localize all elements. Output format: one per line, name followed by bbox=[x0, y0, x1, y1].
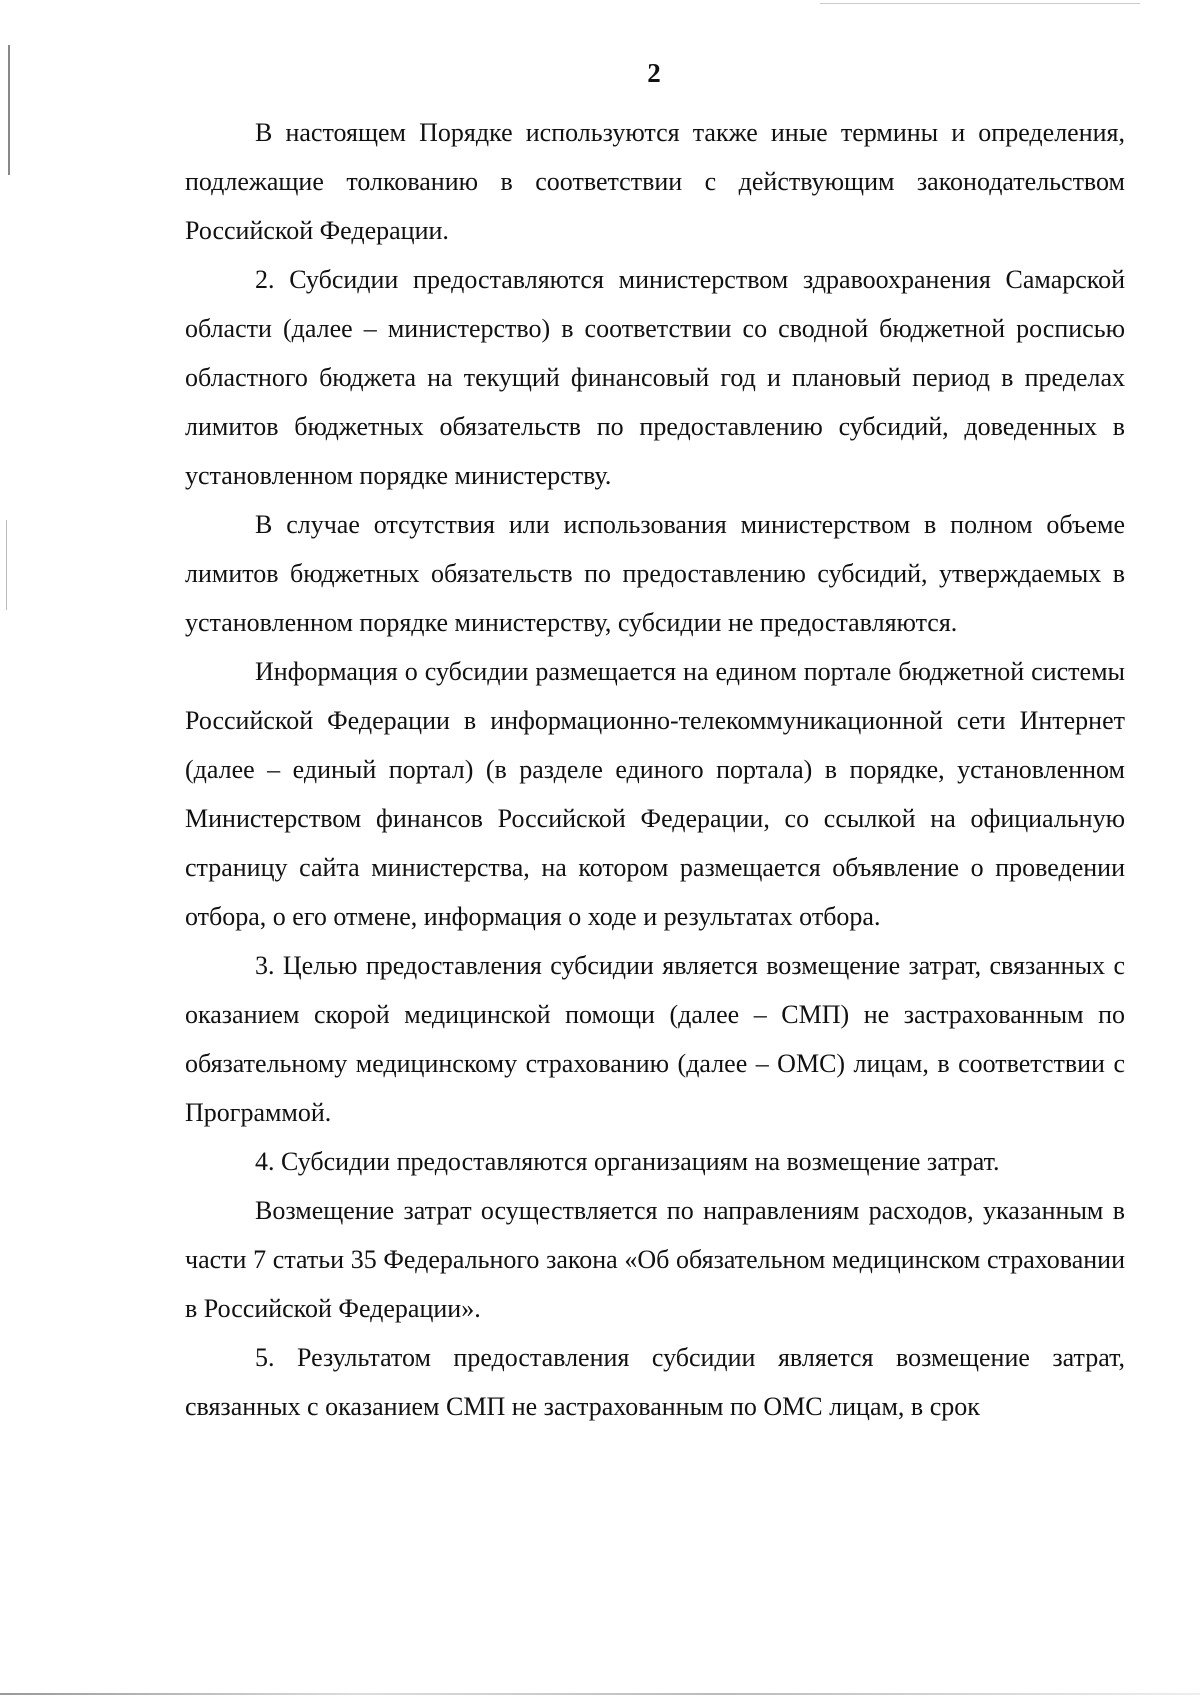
paragraph-information: Информация о субсидии размещается на едином портале бюджетной системы Российской Федерации в информационно-телекоммуникационной сети Интернет (далее – единый портал) (в разделе единого портала) в порядке, установленном Министерством финансов Российской Федерации, со ссылкой на официальную страницу сайта министерства, на котором размещается объявление о проведении отбора, о его отмене, информация о ходе и результатах отбора. bbox=[185, 657, 1125, 931]
page-number: 2 bbox=[647, 58, 661, 88]
paragraph-terms: В настоящем Порядке используются также иные термины и определения, подлежащие толкованию в соответствии с действующим законодательством Российской Федерации. bbox=[185, 118, 1125, 245]
document-body bbox=[185, 108, 1125, 1431]
paragraph-4: 4. Субсидии предоставляются организациям на возмещение затрат. bbox=[255, 1147, 1000, 1176]
paragraph-limits: В случае отсутствия или использования министерством в полном объеме лимитов бюджетных обязательств по предоставлению субсидий, утверждаемых в установленном порядке министерству, субсидии не предоставляются. bbox=[185, 510, 1125, 637]
scan-artifact-left-lower bbox=[6, 520, 7, 610]
paragraph-reimbursement: Возмещение затрат осуществляется по направлениям расходов, указанным в части 7 статьи 35 Федерального закона «Об обязательном медицинском страховании в Российской Федерации». bbox=[185, 1196, 1125, 1323]
scan-artifact-top bbox=[820, 3, 1140, 4]
paragraph-5: 5. Результатом предоставления субсидии является возмещение затрат, связанных с оказанием СМП не застрахованным по ОМС лицам, в срок bbox=[185, 1343, 1125, 1421]
paragraph-2: 2. Субсидии предоставляются министерством здравоохранения Самарской области (далее – министерство) в соответствии со сводной бюджетной росписью областного бюджета на текущий финансовый год и плановый период в пределах лимитов бюджетных обязательств по предоставлению субсидий, доведенных в установленном порядке министерству. bbox=[185, 265, 1125, 490]
paragraph-3: 3. Целью предоставления субсидии является возмещение затрат, связанных с оказанием скорой медицинской помощи (далее – СМП) не застрахованным по обязательному медицинскому страхованию (далее – ОМС) лицам, в соответствии с Программой. bbox=[185, 951, 1125, 1127]
scan-artifact-bottom bbox=[0, 1693, 1200, 1695]
